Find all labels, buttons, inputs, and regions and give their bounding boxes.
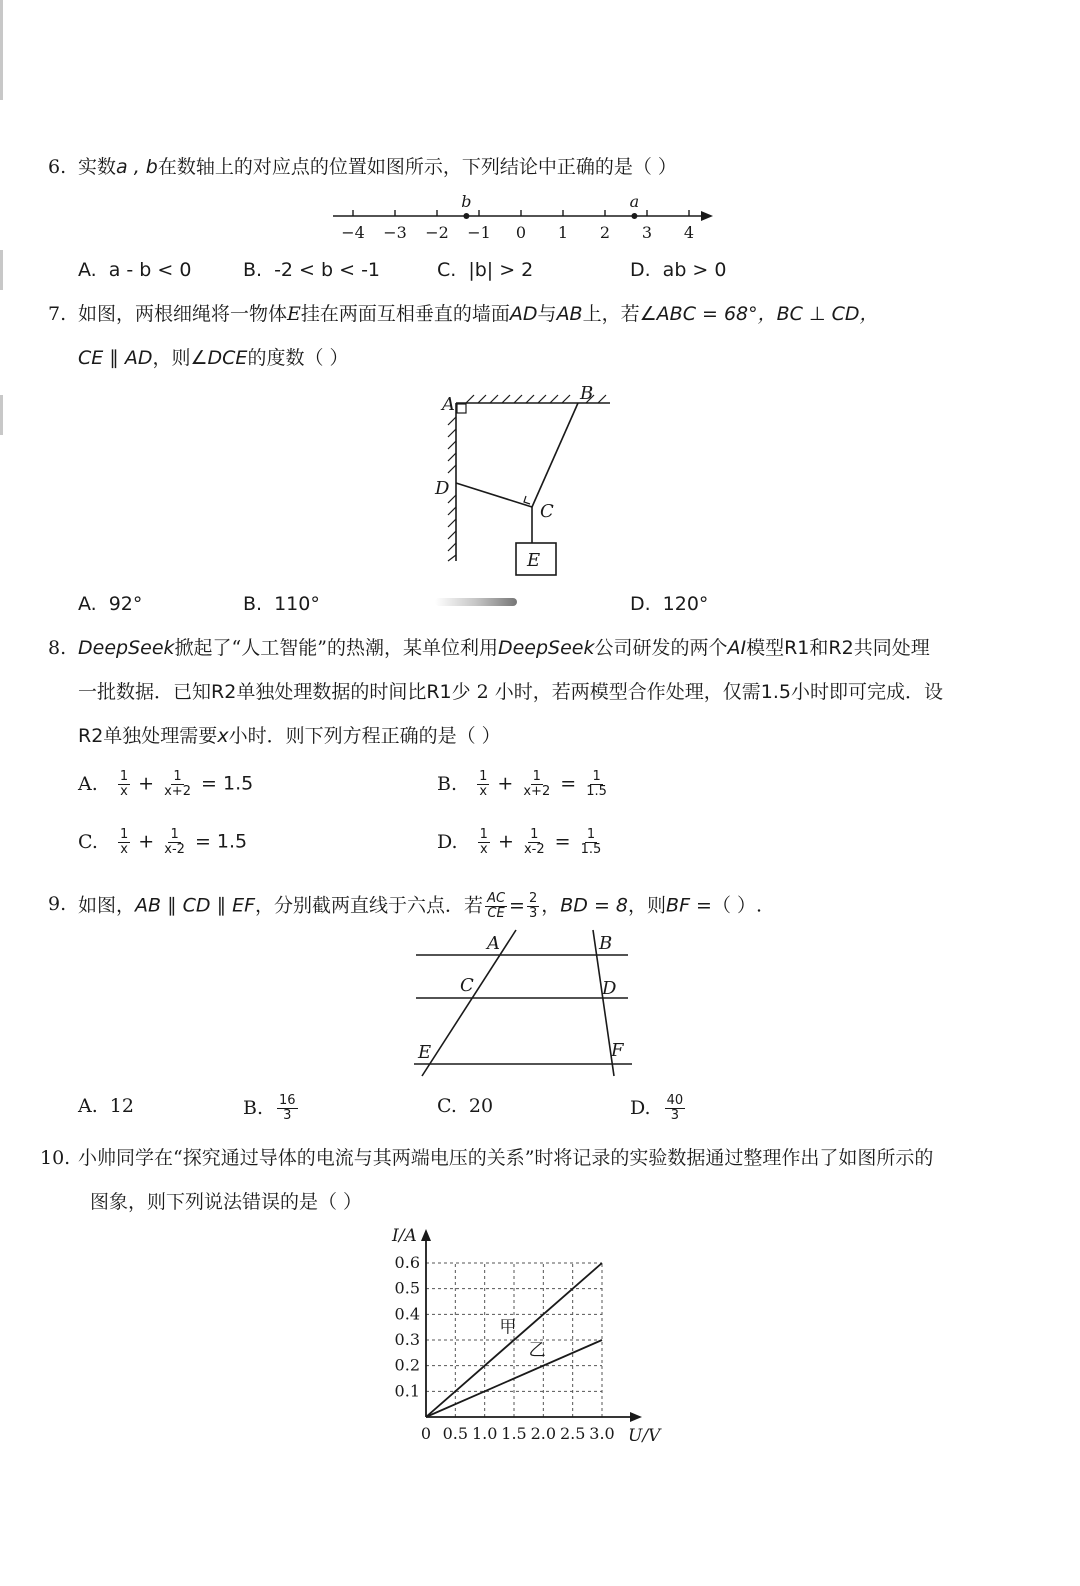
denominator: x-2 — [164, 842, 185, 857]
numerator: 1 — [479, 769, 488, 784]
question-stem-line-2 — [78, 680, 943, 704]
brand-name: DeepSeek — [78, 637, 175, 659]
y-tick-label: 0.4 — [394, 1304, 420, 1324]
number-line-figure — [325, 192, 725, 242]
question-stem — [78, 892, 762, 921]
denominator: 3 — [670, 1108, 680, 1123]
fraction — [162, 828, 187, 857]
y-tick-label: 0.1 — [394, 1381, 420, 1401]
numerator: 40 — [666, 1093, 684, 1108]
equals-sign: = — [560, 772, 577, 795]
numerator: 1 — [170, 827, 179, 842]
option-b — [243, 592, 320, 616]
stem-text: 的度数（ ） — [247, 347, 349, 369]
point-label-a: A — [442, 394, 455, 415]
option-text: a - b < 0 — [108, 259, 192, 281]
operator: + — [138, 772, 155, 795]
iv-chart — [380, 1225, 680, 1455]
x-tick-label: 3.0 — [589, 1424, 615, 1443]
option-label: A. — [78, 593, 97, 615]
option-a — [78, 592, 142, 616]
equals-sign: = — [554, 830, 571, 853]
brand-name: DeepSeek — [497, 637, 595, 659]
option-a — [78, 258, 191, 282]
stem-vars: a , b — [116, 156, 158, 178]
parallel-lines-figure — [410, 928, 640, 1078]
option-b — [437, 770, 611, 799]
numerator: AC — [487, 891, 506, 906]
rope-diagram — [430, 383, 620, 583]
option-a — [78, 1094, 134, 1118]
variable-x: x — [217, 725, 229, 747]
point-label-e: E — [527, 550, 541, 571]
model-r2: R2 — [78, 725, 104, 747]
fraction — [277, 1094, 298, 1123]
x-axis-label: U/V — [628, 1426, 661, 1446]
stem-text: ，分别截两直线于六点．若 — [255, 894, 484, 917]
point-a — [631, 213, 637, 219]
fraction — [162, 770, 193, 799]
denominator: 1.5 — [586, 784, 607, 799]
number-line-tick-label: −4 — [341, 223, 365, 242]
option-c — [78, 828, 247, 857]
option-text: 110° — [274, 593, 320, 615]
denominator: 1.5 — [580, 842, 602, 857]
angle-dce: ∠DCE — [190, 347, 248, 369]
option-text: 12 — [109, 1095, 134, 1117]
denominator: x — [479, 842, 488, 857]
stem-text: 共同处理 — [853, 637, 930, 659]
point-label-c: C — [460, 975, 474, 996]
option-text: ab > 0 — [662, 259, 727, 281]
option-label: B. — [437, 772, 458, 795]
denominator: x+2 — [164, 784, 191, 799]
point-label-d: D — [602, 978, 617, 999]
numerator: 1 — [479, 827, 488, 842]
option-label: C. — [437, 1095, 457, 1117]
model-r1: R1 — [784, 637, 810, 659]
number-line-tick-label: 0 — [515, 223, 527, 242]
numerator: 1 — [592, 769, 601, 784]
stem-text: 模型 — [746, 637, 785, 659]
stem-text: 一批数据．已知 — [78, 681, 212, 703]
x-axis-arrow — [630, 1412, 642, 1422]
transversal-ace — [422, 930, 516, 1076]
x-tick-label: 1.5 — [501, 1424, 527, 1443]
y-axis-label: I/A — [392, 1226, 417, 1246]
denominator: 3 — [283, 1108, 292, 1123]
fraction — [118, 770, 130, 799]
x-tick-label: 1.0 — [471, 1424, 498, 1443]
option-label: C. — [78, 830, 98, 853]
y-axis-arrow — [421, 1229, 431, 1241]
fraction — [478, 828, 490, 857]
point-label-f: F — [611, 1040, 624, 1061]
option-text: |b| > 2 — [468, 259, 534, 281]
question-stem-line-2: 图象，则下列说法错误的是（ ） — [90, 1191, 363, 1213]
option-d — [630, 592, 708, 616]
stem-text: ，则 — [152, 347, 191, 369]
option-text: 92° — [108, 593, 143, 615]
numerator: 16 — [279, 1093, 296, 1108]
point-label-b: B — [580, 383, 594, 404]
point-label-a: A — [487, 933, 500, 954]
number-line-tick-label: −3 — [383, 223, 407, 242]
scan-edge-mark — [0, 0, 3, 100]
stem-text: （ ）. — [711, 894, 763, 917]
stem-text: 单独处理需要 — [103, 725, 218, 747]
fraction — [118, 828, 130, 857]
equation-rhs: = 1.5 — [194, 830, 248, 853]
numerator: 1 — [532, 769, 541, 784]
target-length: BF = — [666, 894, 712, 917]
option-d — [630, 1094, 687, 1123]
scan-smudge — [435, 598, 517, 606]
numerator: 2 — [528, 891, 538, 906]
ai-term: AI — [727, 637, 747, 659]
condition: AB ∥ CD ∥ EF — [135, 894, 256, 917]
question-stem-line-1 — [78, 636, 930, 660]
model-r1: R1 — [426, 681, 452, 703]
rope-dc — [456, 483, 532, 507]
y-tick-label: 0.5 — [394, 1278, 420, 1298]
question-number: 7. — [48, 303, 67, 325]
scan-edge-mark — [0, 395, 3, 435]
equation-rhs: = 1.5 — [201, 772, 254, 795]
fraction — [522, 828, 547, 857]
operator: + — [497, 772, 514, 795]
scan-edge-mark — [0, 250, 3, 290]
option-c — [437, 258, 533, 282]
stem-text: 小时．则下列方程正确的是（ ） — [228, 725, 501, 747]
stem-text: 上，若 — [582, 303, 640, 325]
fraction — [665, 1094, 686, 1123]
condition: CE ∥ AD — [78, 347, 153, 369]
denominator: x — [479, 784, 488, 799]
option-label: D. — [630, 259, 651, 281]
denominator: x — [120, 784, 128, 799]
condition: ∠ABC = 68°，BC ⊥ CD， — [639, 303, 879, 325]
fraction — [527, 892, 539, 921]
fraction — [579, 828, 604, 857]
question-stem-line-2 — [78, 346, 348, 370]
number-line-tick-label: 3 — [641, 223, 653, 242]
option-label: B. — [243, 593, 263, 615]
option-text: 120° — [662, 593, 709, 615]
denominator: x-2 — [523, 842, 545, 857]
stem-text: ，则 — [628, 894, 667, 917]
option-text: 20 — [468, 1095, 494, 1117]
x-tick-label: 0 — [420, 1424, 432, 1443]
stem-text: 少 2 小时，若两模型合作处理，仅需 — [451, 681, 761, 703]
stem-text: 和 — [809, 637, 829, 659]
denominator: CE — [487, 906, 505, 921]
stem-text: 如图，两根细绳将一物体 — [78, 303, 288, 325]
fraction — [584, 770, 609, 799]
x-tick-label: 2.5 — [559, 1424, 586, 1443]
question-stem-line-3 — [78, 724, 501, 748]
option-b — [243, 258, 380, 282]
x-tick-label: 0.5 — [442, 1424, 469, 1443]
point-a-label: a — [629, 192, 640, 211]
stem-text: 如图， — [78, 894, 136, 917]
object-e: E — [287, 303, 301, 325]
number-line-tick-label: −1 — [467, 223, 491, 242]
point-b-label: b — [461, 192, 472, 211]
model-r2: R2 — [211, 681, 237, 703]
series-label-yi: 乙 — [528, 1340, 546, 1361]
equals-sign: = — [509, 894, 525, 917]
fraction — [485, 892, 507, 921]
fraction — [521, 770, 552, 799]
model-r2: R2 — [828, 637, 854, 659]
question-stem-line-1 — [78, 302, 878, 326]
stem-text: ， — [541, 894, 561, 917]
y-tick-label: 0.6 — [394, 1253, 420, 1272]
option-label: C. — [437, 259, 457, 281]
denominator: x+2 — [523, 784, 551, 799]
right-angle-mark-a — [457, 404, 466, 413]
number-line-tick-label: −2 — [425, 223, 449, 242]
option-label: A. — [78, 772, 98, 795]
stem-text: 在数轴上的对应点的位置如图所示，下列结论中正确的是（ ） — [157, 156, 677, 178]
hours-value: 1.5 — [760, 681, 792, 703]
stem-text: 公司研发的两个 — [594, 637, 728, 659]
option-c — [437, 1094, 493, 1118]
point-label-e: E — [418, 1042, 432, 1063]
question-number: 8. — [48, 637, 67, 659]
question-number: 6. — [48, 156, 67, 178]
option-d — [437, 828, 605, 857]
x-tick-label: 2.0 — [530, 1424, 557, 1443]
numerator: 1 — [119, 769, 129, 784]
point-label-d: D — [435, 478, 450, 499]
series-label-jia: 甲 — [499, 1317, 517, 1338]
y-tick-label: 0.3 — [394, 1330, 420, 1349]
option-b — [243, 1094, 300, 1123]
series-line-yi — [426, 1340, 602, 1417]
point-label-b: B — [599, 933, 613, 954]
number-line-tick-label: 2 — [599, 223, 611, 242]
operator: + — [138, 830, 155, 853]
option-label: B. — [243, 259, 263, 281]
number-line-arrow — [701, 211, 713, 221]
y-tick-label: 0.2 — [394, 1355, 420, 1375]
numerator: 1 — [173, 769, 182, 784]
numerator: 1 — [586, 827, 596, 842]
option-d — [630, 258, 726, 282]
denominator: 3 — [528, 906, 538, 921]
option-label: D. — [437, 830, 458, 853]
operator: + — [497, 830, 514, 853]
option-label: B. — [243, 1096, 264, 1119]
question-number: 10. — [40, 1147, 71, 1169]
question-stem — [78, 155, 677, 179]
denominator: x — [120, 842, 128, 857]
stem-text: 实数 — [78, 156, 117, 178]
option-label: D. — [630, 593, 651, 615]
number-line-tick-label: 4 — [683, 223, 695, 242]
point-label-c: C — [540, 501, 554, 522]
rope-bc — [532, 403, 578, 507]
option-label: A. — [78, 1095, 98, 1117]
option-a — [78, 770, 253, 799]
right-angle-mark-c — [524, 496, 530, 504]
wall-ad: AD — [509, 303, 538, 325]
wall-ab: AB — [556, 303, 583, 325]
given-length: BD = 8 — [560, 894, 629, 917]
numerator: 1 — [530, 827, 539, 842]
option-text: -2 < b < -1 — [274, 259, 381, 281]
number-line-tick-label: 1 — [557, 223, 569, 242]
stem-text: 单独处理数据的时间比 — [236, 681, 427, 703]
stem-text: 掀起了“人工智能”的热潮，某单位利用 — [174, 637, 498, 659]
fraction — [477, 770, 489, 799]
stem-text: 挂在两面互相垂直的墙面 — [300, 303, 510, 325]
numerator: 1 — [119, 827, 129, 842]
stem-text: 与 — [537, 303, 557, 325]
question-number: 9. — [48, 893, 67, 915]
option-label: A. — [78, 259, 97, 281]
stem-text: 小时即可完成．设 — [791, 681, 944, 703]
point-b — [463, 213, 469, 219]
option-label: D. — [630, 1096, 651, 1119]
question-stem-line-1: 小帅同学在“探究通过导体的电流与其两端电压的关系”时将记录的实验数据通过整理作出了如图所示的 — [78, 1147, 934, 1169]
